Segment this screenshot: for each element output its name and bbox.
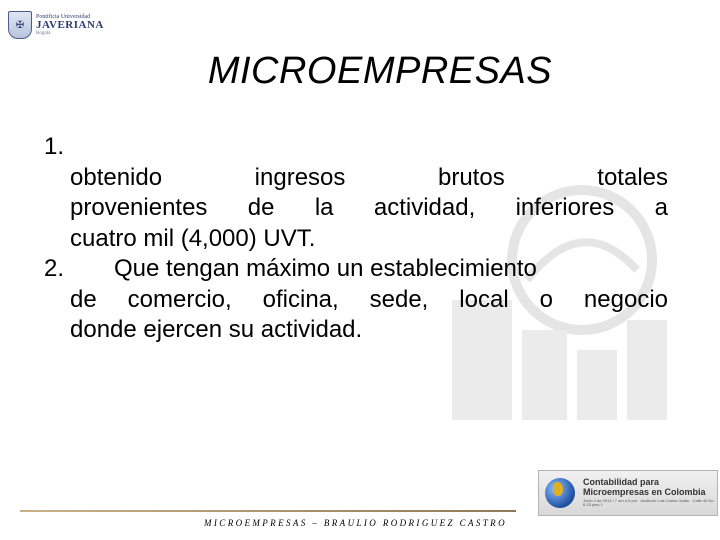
event-banner <box>538 470 718 516</box>
logo-line-1: Pontificia Universidad <box>36 14 91 20</box>
globe-icon <box>545 478 575 508</box>
item-2-number: 2. <box>44 255 65 282</box>
banner-text <box>583 478 717 507</box>
logo-text <box>36 14 104 36</box>
item-1-line-2: provenientes de la actividad, inferiores a <box>70 194 668 221</box>
item-2-first-row <box>44 254 668 285</box>
slide-title: MICROEMPRESAS <box>207 50 553 92</box>
footer-divider <box>20 510 516 512</box>
banner-line-2: Microempresas en Colombia <box>583 486 706 497</box>
item-1-number: 1. <box>44 133 65 160</box>
banner-line-1: Contabilidad para <box>583 477 660 488</box>
item-1-line-3: cuatro mil (4,000) UVT. <box>70 224 316 252</box>
university-logo <box>8 8 112 42</box>
footer-text: MICROEMPRESAS – BRAULIO RODRIGUEZ CASTRO <box>204 518 507 528</box>
slide-body <box>44 132 668 346</box>
logo-line-3: Bogotá <box>36 31 51 36</box>
item-2-line-1: Que tengan máximo un establecimiento <box>114 255 537 282</box>
shield-icon: ✠ <box>8 11 32 39</box>
item-2-line-3: donde ejercen su actividad. <box>70 316 363 343</box>
item-2-line-2: de comercio, oficina, sede, local o negocio <box>70 285 668 313</box>
item-1-line-1: obtenido ingresos brutos totales <box>70 163 668 191</box>
logo-line-2: JAVERIANA <box>36 19 104 31</box>
banner-line-3: Junio 4 de 2013 / 7 am a 6 pm · Auditorio Luis Carlos Galán · Calle 40 No. 6-23 piso 1 <box>583 498 715 508</box>
